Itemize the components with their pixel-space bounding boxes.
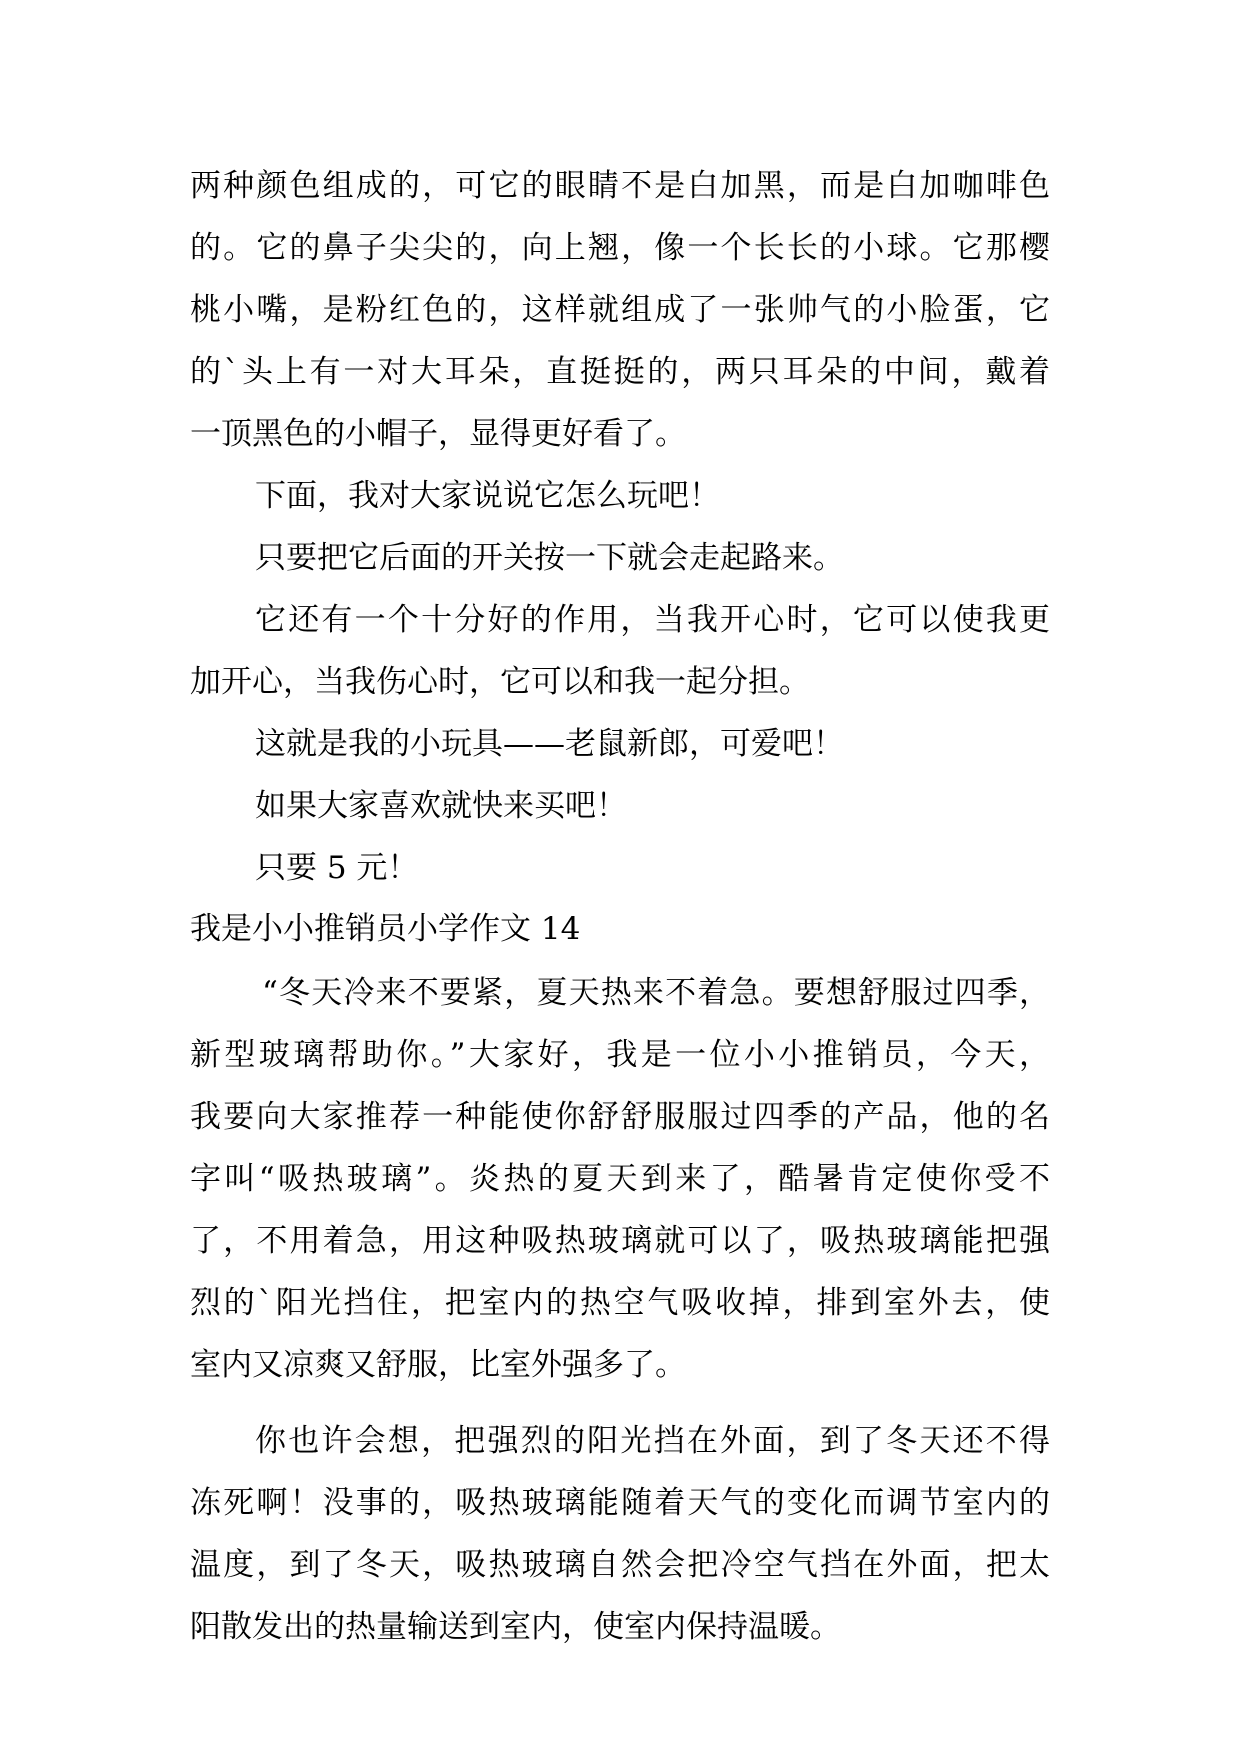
paragraph-line: 桃小嘴，是粉红色的，这样就组成了一张帅气的小脸蛋，它 [190, 292, 1050, 328]
paragraph-line: 你也许会想，把强烈的阳光挡在外面，到了冬天还不得 [255, 1423, 1050, 1459]
paragraph-line: 一顶黑色的小帽子，显得更好看了。 [190, 416, 686, 452]
paragraph-line: 如果大家喜欢就快来买吧！ [255, 788, 627, 824]
paragraph-line: 加开心，当我伤心时，它可以和我一起分担。 [190, 664, 810, 700]
paragraph-line: 烈的`阳光挡住，把室内的热空气吸收掉，排到室外去，使 [190, 1285, 1050, 1321]
paragraph-line: 温度，到了冬天，吸热玻璃自然会把冷空气挡在外面，把太 [190, 1547, 1050, 1583]
paragraph-line: 冻死啊！没事的，吸热玻璃能随着天气的变化而调节室内的 [190, 1485, 1050, 1521]
paragraph-line: 的。它的鼻子尖尖的，向上翘，像一个长长的小球。它那樱 [190, 230, 1050, 266]
paragraph-line: 我要向大家推荐一种能使你舒舒服服过四季的产品，他的名 [190, 1099, 1050, 1135]
paragraph-line: 下面，我对大家说说它怎么玩吧！ [255, 478, 720, 514]
paragraph-line: 了，不用着急，用这种吸热玻璃就可以了，吸热玻璃能把强 [190, 1223, 1050, 1259]
paragraph-line: 两种颜色组成的，可它的眼睛不是白加黑，而是白加咖啡色 [190, 168, 1050, 204]
paragraph-line: 新型玻璃帮助你。”大家好，我是一位小小推销员，今天， [190, 1037, 1050, 1073]
paragraph-line: 阳散发出的热量输送到室内，使室内保持温暖。 [190, 1609, 841, 1645]
paragraph-line: “冬天冷来不要紧，夏天热来不着急。要想舒服过四季， [262, 975, 1050, 1011]
section-heading: 我是小小推销员小学作文 14 [190, 911, 581, 947]
paragraph-line: 这就是我的小玩具——老鼠新郎，可爱吧！ [255, 726, 844, 762]
paragraph-line: 只要 5 元！ [255, 850, 419, 886]
paragraph-line: 室内又凉爽又舒服，比室外强多了。 [190, 1347, 686, 1383]
paragraph-line: 它还有一个十分好的作用，当我开心时，它可以使我更 [255, 602, 1050, 638]
paragraph-line: 的`头上有一对大耳朵，直挺挺的，两只耳朵的中间，戴着 [190, 354, 1050, 390]
paragraph-line: 字叫“吸热玻璃”。炎热的夏天到来了，酷暑肯定使你受不 [190, 1161, 1050, 1197]
paragraph-line: 只要把它后面的开关按一下就会走起路来。 [255, 540, 844, 576]
